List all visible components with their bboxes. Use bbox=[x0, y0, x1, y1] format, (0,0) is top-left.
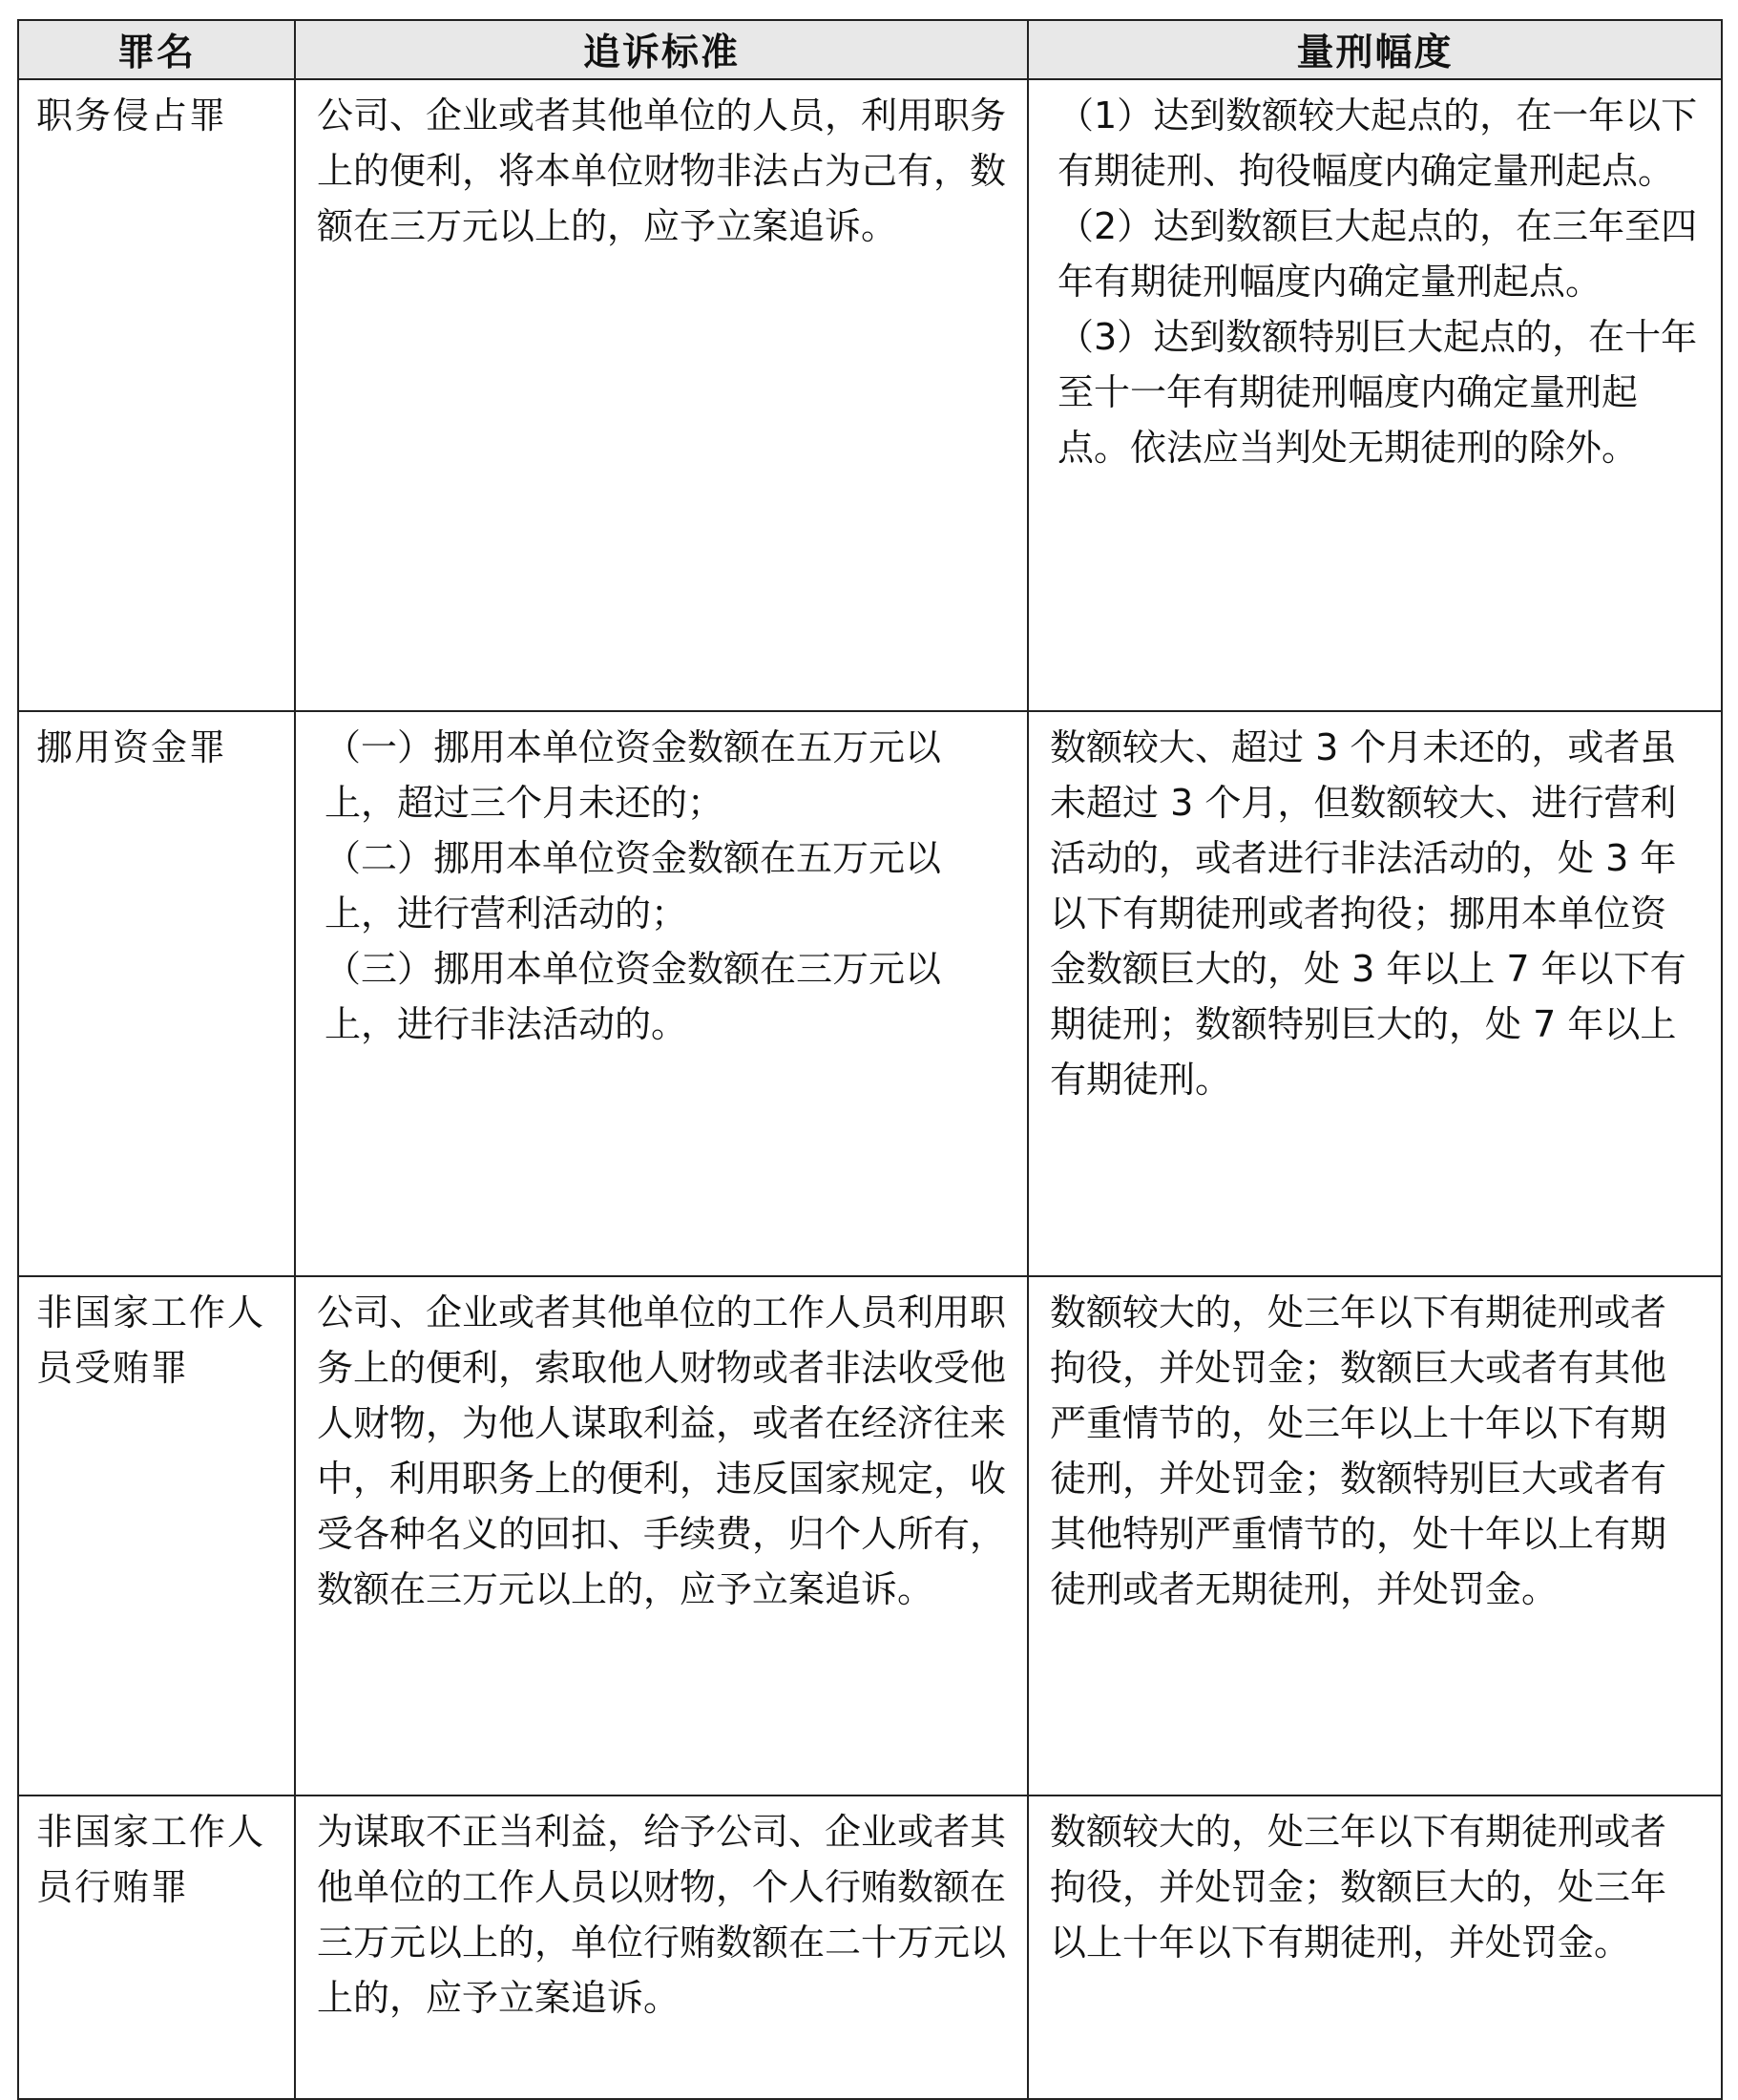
header-row bbox=[18, 20, 1722, 79]
standard-cell bbox=[295, 1276, 1028, 1796]
sentencing-paragraph: 数额较大、超过 3 个月未还的，或者虽未超过 3 个月，但数额较大、进行营利活动的，或者进行非法活动的，处 3 年以下有期徒刑或者拘役；挪用本单位资金数额巨大的，处 3 年以上 7 年以下有期徒刑；数额特别巨大的，处 7 年以上有期徒刑。 bbox=[1050, 726, 1686, 1101]
sentencing-paragraph: 数额较大的，处三年以下有期徒刑或者拘役，并处罚金；数额巨大或者有其他严重情节的，处三年以上十年以下有期徒刑，并处罚金；数额特别巨大或者有其他特别严重情节的，处十年以上有期徒刑或者无期徒刑，并处罚金。 bbox=[1050, 1292, 1667, 1610]
sentencing-paragraph: （2）达到数额巨大起点的，在三年至四年有期徒刑幅度内确定量刑起点。 bbox=[1057, 205, 1698, 303]
table-row bbox=[18, 79, 1722, 711]
standard-cell bbox=[295, 79, 1028, 711]
table-row bbox=[18, 1276, 1722, 1796]
standard-paragraph: 为谋取不正当利益，给予公司、企业或者其他单位的工作人员以财物，个人行贿数额在三万元以上的，单位行贿数额在二十万元以上的，应予立案追诉。 bbox=[317, 1811, 1007, 2019]
standard-paragraph: （一）挪用本单位资金数额在五万元以上，超过三个月未还的； bbox=[325, 726, 942, 824]
crime-name-cell: 非国家工作人员受贿罪 bbox=[18, 1276, 295, 1796]
sentencing-cell bbox=[1028, 1276, 1722, 1796]
sentencing-paragraph: 数额较大的，处三年以下有期徒刑或者拘役，并处罚金；数额巨大的，处三年以上十年以下有期徒刑，并处罚金。 bbox=[1050, 1811, 1667, 1964]
header-crime: 罪名 bbox=[18, 20, 295, 79]
sentencing-paragraph: （3）达到数额特别巨大起点的，在十年至十一年有期徒刑幅度内确定量刑起点。依法应当判处无期徒刑的除外。 bbox=[1057, 316, 1698, 469]
standard-paragraph: 公司、企业或者其他单位的工作人员利用职务上的便利，索取他人财物或者非法收受他人财物，为他人谋取利益，或者在经济往来中，利用职务上的便利，违反国家规定，收受各种名义的回扣、手续费，归个人所有，数额在三万元以上的，应予立案追诉。 bbox=[317, 1292, 1007, 1610]
standard-cell bbox=[295, 711, 1028, 1276]
standard-paragraph: （二）挪用本单位资金数额在五万元以上，进行营利活动的； bbox=[325, 837, 942, 934]
table-body bbox=[18, 79, 1722, 2099]
crime-table bbox=[17, 19, 1723, 2100]
header-sentencing: 量刑幅度 bbox=[1028, 20, 1722, 79]
crime-name-cell: 非国家工作人员行贿罪 bbox=[18, 1796, 295, 2099]
sentencing-paragraph: （1）达到数额较大起点的，在一年以下有期徒刑、拘役幅度内确定量刑起点。 bbox=[1057, 94, 1698, 192]
sentencing-cell bbox=[1028, 1796, 1722, 2099]
table-row bbox=[18, 711, 1722, 1276]
standard-cell bbox=[295, 1796, 1028, 2099]
sentencing-cell bbox=[1028, 711, 1722, 1276]
table-row bbox=[18, 1796, 1722, 2099]
standard-paragraph: （三）挪用本单位资金数额在三万元以上，进行非法活动的。 bbox=[325, 948, 942, 1045]
crime-name-cell: 挪用资金罪 bbox=[18, 711, 295, 1276]
header-standard: 追诉标准 bbox=[295, 20, 1028, 79]
standard-paragraph: 公司、企业或者其他单位的人员，利用职务上的便利，将本单位财物非法占为己有，数额在三万元以上的，应予立案追诉。 bbox=[317, 94, 1007, 247]
table-header bbox=[18, 20, 1722, 79]
crime-name-cell: 职务侵占罪 bbox=[18, 79, 295, 711]
sentencing-cell bbox=[1028, 79, 1722, 711]
